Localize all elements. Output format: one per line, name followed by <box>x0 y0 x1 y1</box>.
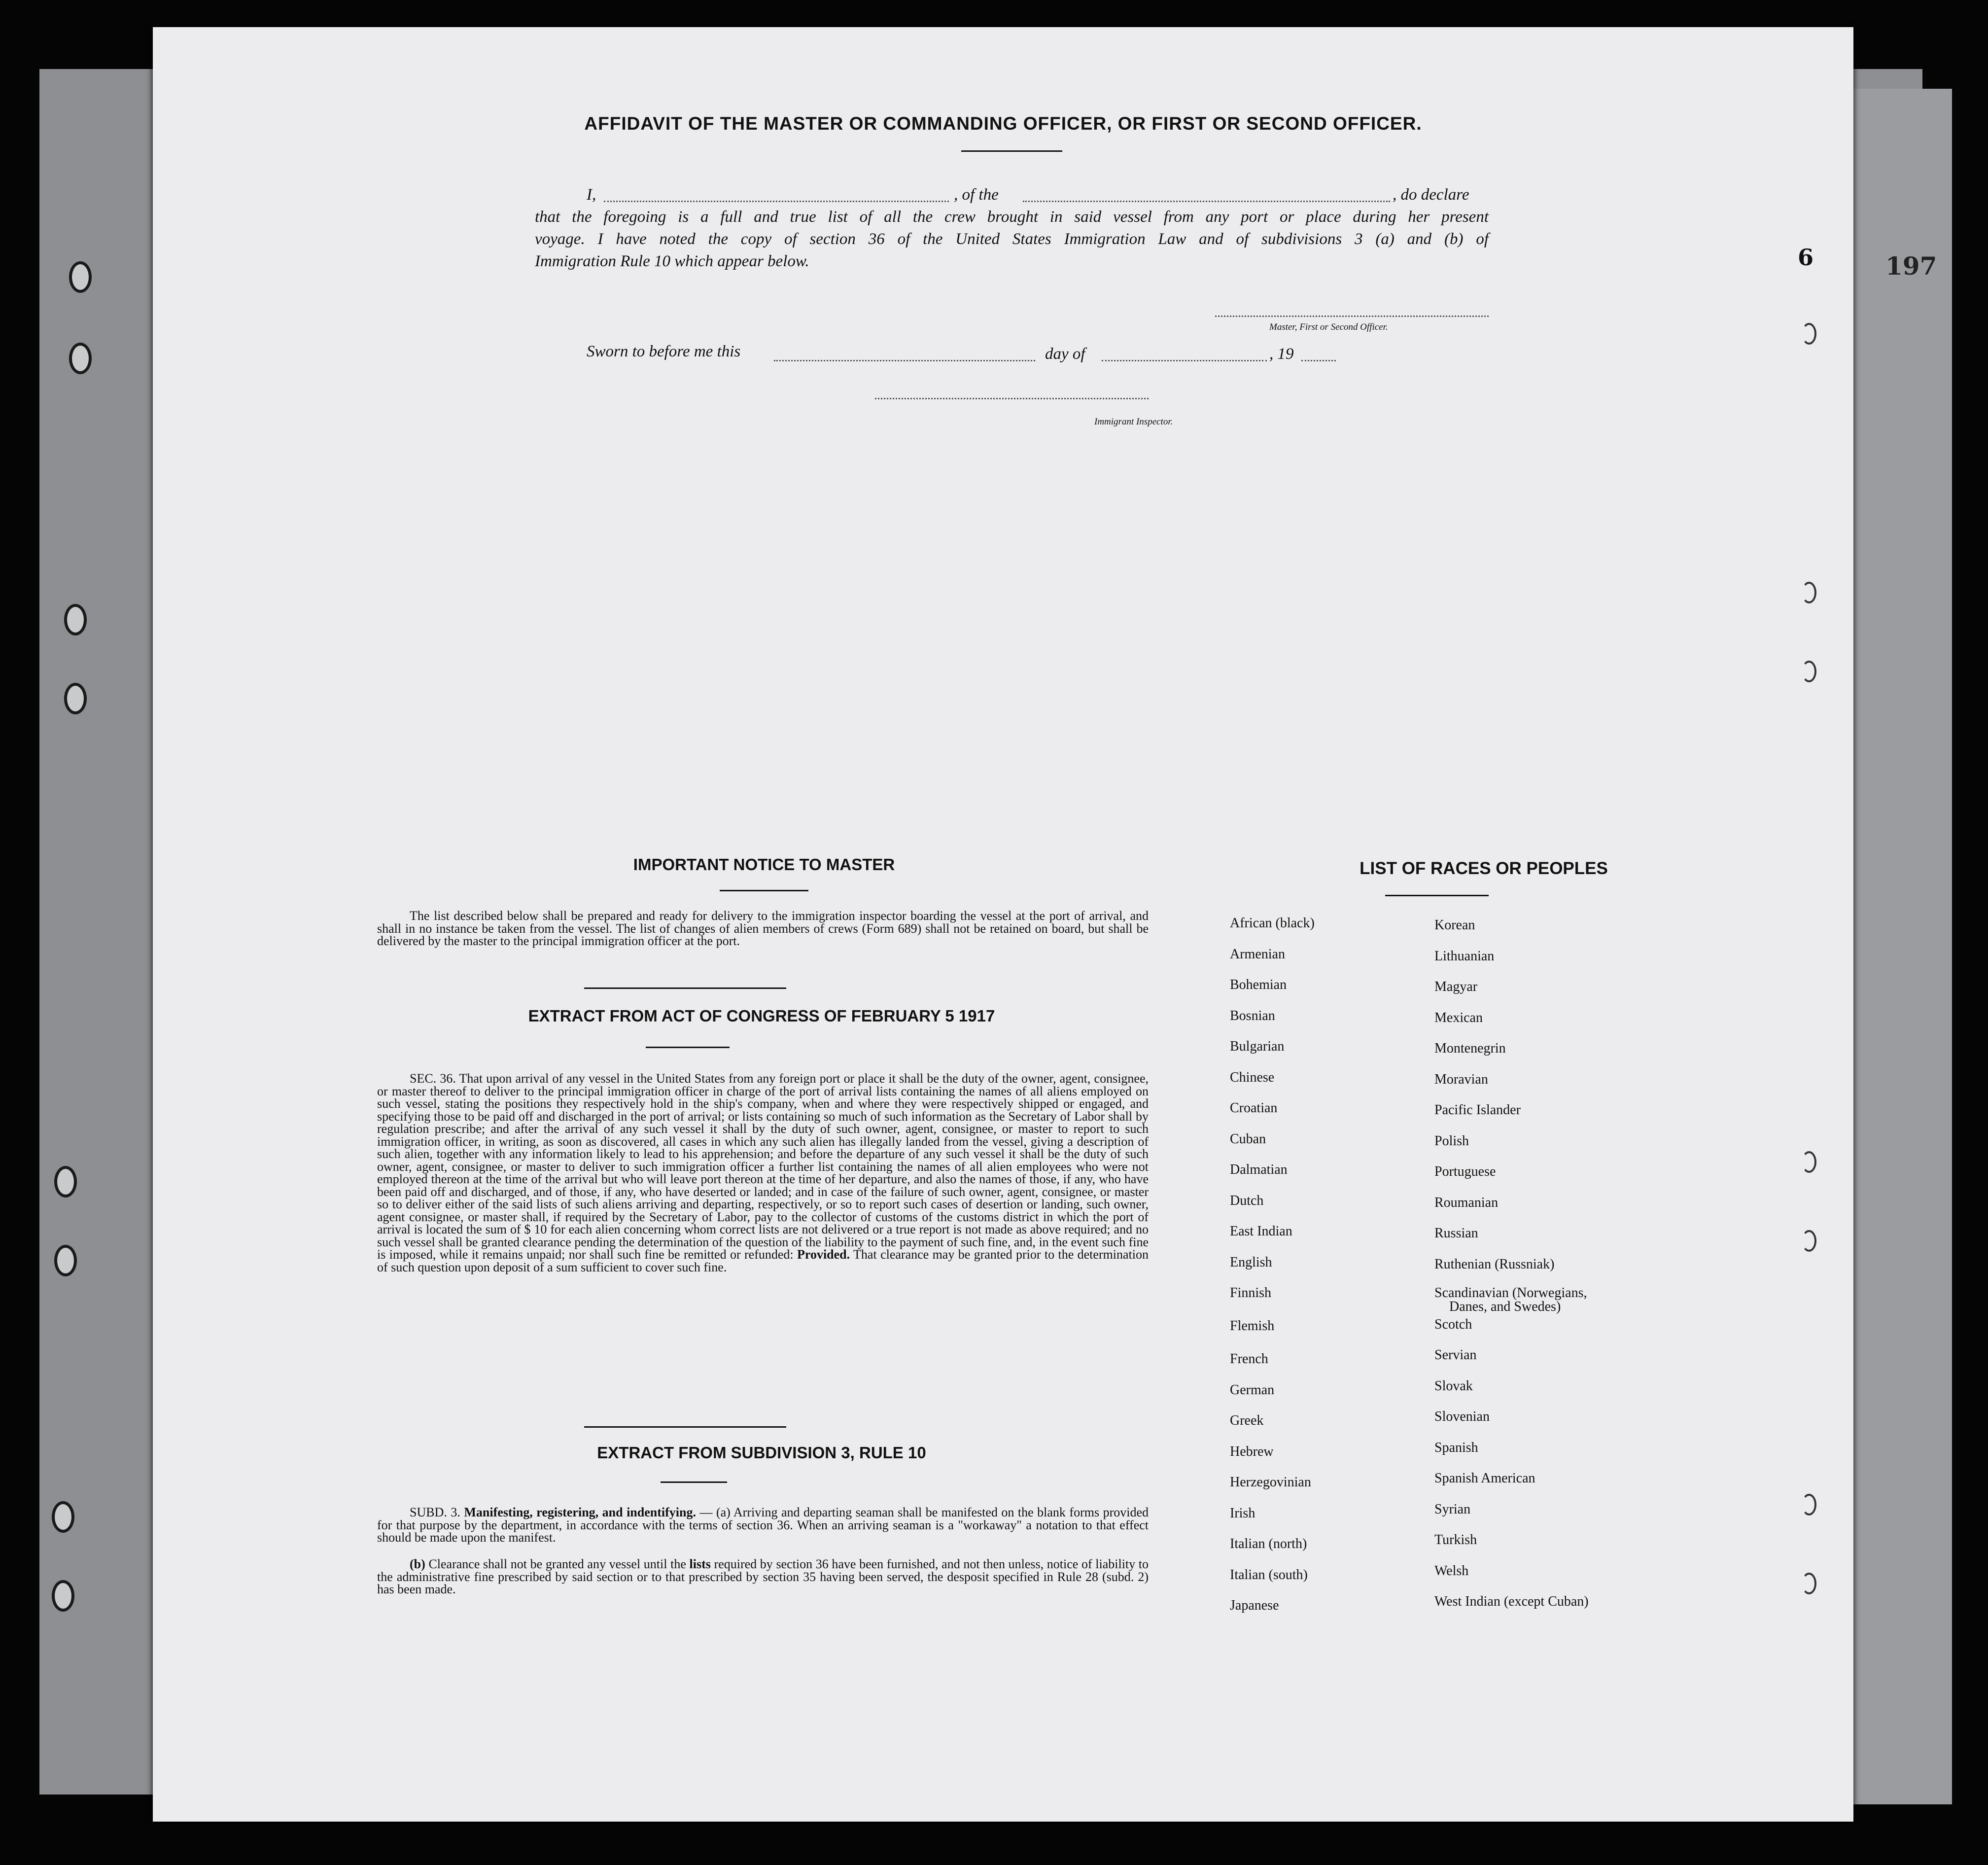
race-item: Pacific Islander <box>1434 1102 1521 1118</box>
race-item: Bulgarian <box>1230 1039 1285 1054</box>
notice-text: The list described below shall be prepared and ready for delivery to the immigration inspector boarding the vessel at the port of arrival, and shall in no instance be taken from the vessel. The list of changes of alien members of crews (Form 689) shall not be retained on board, but shall be delivered by the master to the principal immigration officer at the port. <box>377 909 1149 948</box>
binding-hole <box>54 1245 77 1276</box>
binding-hole <box>1802 1230 1816 1252</box>
affidavit-line-4: Immigration Rule 10 which appear below. <box>535 252 809 270</box>
race-item: Slovak <box>1434 1378 1473 1394</box>
race-item: Syrian <box>1434 1501 1471 1517</box>
race-item: Welsh <box>1434 1563 1469 1579</box>
signature-blank[interactable] <box>1215 316 1489 317</box>
race-item: Danes, and Swedes) <box>1449 1299 1561 1314</box>
binding-hole <box>64 683 87 714</box>
divider <box>584 987 786 989</box>
race-item: Japanese <box>1230 1598 1279 1613</box>
act-text: SEC. 36. That upon arrival of any vessel in the United States from any foreign port or place it shall be the duty of the owner, agent, consignee, or master thereof to deliver to the principal immigration officer in charge of the port of arrival lists containing the names of all aliens employed on such vessel, stating the positions they respectively hold in the ship's company, when and where they were respectively shipped or engaged, and specifying those to be paid off and discharged in the port of arrival; or lists containing so much of such information as the Secretary of Labor shall by regulation prescribe; and after the arrival of any such vessel it shall by the duty of such owner, agent, consignee, or master to report to such immigration officer, in writing, as soon as discovered, all cases in which any such alien has illegally landed from the vessel, giving a description of such alien, together with any information likely to lead to his apprehension; and before the departure of any such vessel it shall be the duty of such owner, agent, consignee, or master to deliver to such immigration officer a further list containing the names of all alien employees who were not employed thereon at the time of the arrival but who will leave port thereon at the time of her departure, and also the names of those, if any, who have been paid off and discharged, and of those, if any, who have deserted or landed; and in case of the failure of such owner, agent, consignee, or master so to deliver either of the said lists of such aliens arriving and departing, respectively, or so to report such cases of desertion or landing, such owner, agent consignee, or master shall, if required by the Secretary of Labor, pay to the collector of customs of the customs district in which the port of arrival is located the sum of $ 10 for each alien concerning whom correct lists are not delivered or a true report is not made as above required; and no such vessel shall be granted clearance pending the determination of the question of the liability to the payment of such fine, and, in the event such fine is imposed, while it remains unpaid; nor shall such fine be remitted or refunded: Provided. That clearance may be granted prior to the determination of such question upon deposit of a sum sufficient to cover such fine. <box>377 1071 1149 1274</box>
race-item: Montenegrin <box>1434 1041 1506 1056</box>
race-item: Hebrew <box>1230 1443 1274 1459</box>
race-item: Italian (north) <box>1230 1536 1307 1551</box>
race-item: Lithuanian <box>1434 948 1495 964</box>
race-item: Dutch <box>1230 1193 1264 1208</box>
race-item: Bohemian <box>1230 977 1287 992</box>
race-item: Herzegovinian <box>1230 1475 1311 1490</box>
binding-hole <box>52 1580 74 1612</box>
notice-title: IMPORTANT NOTICE TO MASTER <box>633 855 895 874</box>
race-item: Ruthenian (Russniak) <box>1434 1256 1555 1272</box>
divider <box>584 1426 786 1428</box>
race-item: Scotch <box>1434 1316 1472 1332</box>
signature-label: Master, First or Second Officer. <box>1269 322 1388 332</box>
divider <box>1385 895 1489 896</box>
binding-hole <box>52 1501 74 1533</box>
sworn-text: Sworn to before me this <box>587 343 741 360</box>
document-sheet <box>153 27 1853 1822</box>
inspector-blank[interactable] <box>875 398 1149 399</box>
binding-hole <box>1802 1494 1816 1515</box>
race-item: African (black) <box>1230 915 1315 931</box>
races-title: LIST OF RACES OR PEOPLES <box>1360 859 1608 878</box>
race-item: Roumanian <box>1434 1195 1499 1210</box>
year-blank[interactable] <box>1301 360 1336 361</box>
binding-hole <box>1802 582 1816 603</box>
races-column-1 <box>1230 916 1315 1629</box>
race-item: Dalmatian <box>1230 1162 1288 1177</box>
race-item: West Indian (except Cuban) <box>1434 1594 1589 1609</box>
provided-label: Provided. <box>797 1247 850 1262</box>
day-blank[interactable] <box>774 360 1035 361</box>
race-item: Spanish American <box>1434 1471 1535 1486</box>
race-item: Mexican <box>1434 1010 1483 1025</box>
divider <box>646 1047 730 1048</box>
race-item: French <box>1230 1351 1268 1367</box>
race-item: German <box>1230 1382 1275 1398</box>
race-item: Magyar <box>1434 979 1478 994</box>
divider <box>661 1481 727 1483</box>
rule-title: EXTRACT FROM SUBDIVISION 3, RULE 10 <box>597 1443 926 1462</box>
races-column-2 <box>1434 918 1589 1625</box>
inspector-label: Immigrant Inspector. <box>1094 417 1173 427</box>
race-item: East Indian <box>1230 1224 1292 1239</box>
race-item: Croatian <box>1230 1100 1278 1116</box>
binding-hole <box>1802 323 1816 345</box>
race-item: Moravian <box>1434 1071 1488 1087</box>
race-item: Finnish <box>1230 1285 1272 1301</box>
divider <box>720 890 808 891</box>
rule-subd-b: (b) Clearance shall not be granted any vessel until the lists required by section 36 have been furnished, and not then unless, notice of liability to the administrative fine prescribed by said section or to that prescribed by section 35 having been served, the desposit specified in Rule 28 (subd. 2) has been made. <box>377 1557 1149 1596</box>
affidavit-declare: , do declare <box>1393 186 1469 204</box>
race-item: Cuban <box>1230 1131 1266 1147</box>
page-number: 197 <box>1885 251 1937 281</box>
binding-hole <box>69 343 92 374</box>
race-item: Portuguese <box>1434 1164 1496 1179</box>
race-item: Greek <box>1230 1413 1264 1428</box>
race-item: Chinese <box>1230 1069 1275 1085</box>
race-item: Irish <box>1230 1505 1256 1521</box>
vessel-blank[interactable] <box>1023 201 1390 202</box>
race-item: Russian <box>1434 1226 1478 1241</box>
race-item: Scandinavian (Norwegians, <box>1434 1285 1587 1301</box>
race-item: Spanish <box>1434 1440 1478 1455</box>
affidavit-title: AFFIDAVIT OF THE MASTER OR COMMANDING OFFICER, OR FIRST OR SECOND OFFICER. <box>584 113 1422 134</box>
month-blank[interactable] <box>1102 360 1267 361</box>
race-item: Servian <box>1434 1347 1477 1363</box>
binding-hole <box>69 261 92 293</box>
race-item: English <box>1230 1254 1272 1270</box>
name-blank[interactable] <box>604 201 949 202</box>
race-item: Turkish <box>1434 1532 1477 1548</box>
binding-hole <box>1802 1573 1816 1594</box>
race-item: Slovenian <box>1434 1409 1490 1424</box>
margin-mark: 6 <box>1798 244 1814 271</box>
affidavit-line-3: voyage. I have noted the copy of section 36 of the United States Immigration Law and of subdivisions 3 (a) and (b) of <box>535 230 1489 248</box>
binding-hole <box>64 604 87 635</box>
race-item: Polish <box>1434 1133 1469 1149</box>
race-item: Flemish <box>1230 1318 1275 1334</box>
year-text: , 19 <box>1269 345 1294 363</box>
divider <box>961 150 1062 152</box>
day-of-text: day of <box>1045 345 1085 363</box>
affidavit-i: I, <box>587 186 596 204</box>
race-item: Korean <box>1434 917 1475 933</box>
affidavit-line-2: that the foregoing is a full and true list of all the crew brought in said vessel from any port or place during her present <box>535 208 1489 226</box>
affidavit-of-the: , of the <box>954 186 999 204</box>
binding-hole <box>1802 661 1816 682</box>
race-item: Armenian <box>1230 946 1285 962</box>
act-title: EXTRACT FROM ACT OF CONGRESS OF FEBRUARY 5 1917 <box>528 1007 995 1025</box>
rule-subd-a: SUBD. 3. Manifesting, registering, and indentifying. — (a) Arriving and departing seaman shall be manifested on the blank forms provided for that purpose by the department, in accordance with the terms of section 36. When an arriving seaman is a "workaway" a notation to that effect should be made upon the manifest. <box>377 1505 1149 1545</box>
binding-hole <box>54 1166 77 1197</box>
race-item: Italian (south) <box>1230 1567 1308 1583</box>
binding-hole <box>1802 1151 1816 1173</box>
race-item: Bosnian <box>1230 1008 1275 1023</box>
